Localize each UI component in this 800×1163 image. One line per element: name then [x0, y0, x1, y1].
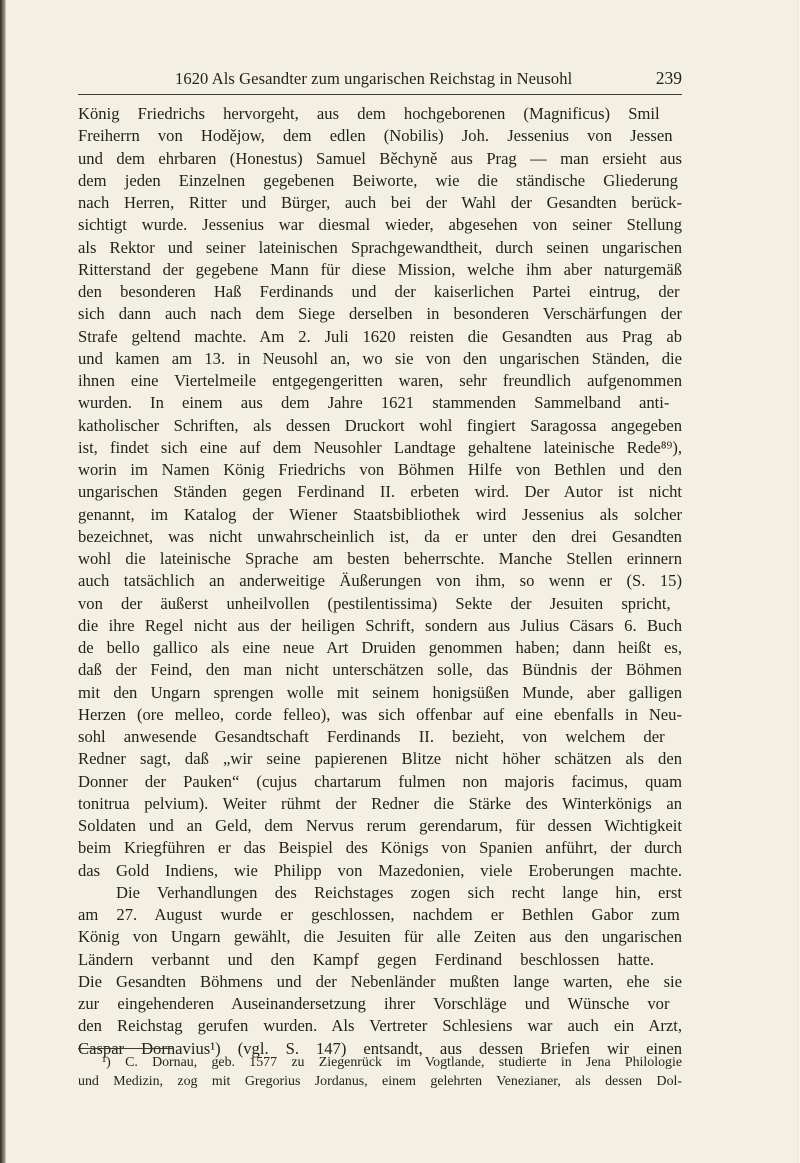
text-line: tonitrua pelvium). Weiter rühmt der Redner die Stärke des Winterkönigs an: [78, 793, 682, 813]
text-line: ist, findet sich eine auf dem Neusohler Landtage gehaltene lateinische Rede⁸⁹),: [78, 437, 682, 457]
text-line: sich dann auch nach dem Siege derselben in besonderen Verschärfungen der: [78, 304, 682, 324]
text-line: den besonderen Haß Ferdinands und der kaiserlichen Partei eintrug, der: [78, 282, 680, 301]
text-line: Strafe geltend machte. Am 2. Juli 1620 reisten die Gesandten aus Prag ab: [78, 326, 682, 346]
text-line: Freiherrn von Hodějow, dem edlen (Nobilis) Joh. Jessenius von Jessen: [78, 126, 673, 146]
running-head: 1620 Als Gesandter zum ungarischen Reichstag in Neusohl: [175, 69, 573, 88]
text-line: Soldaten und an Geld, dem Nervus rerum gerendarum, für dessen Wichtigkeit: [78, 816, 682, 835]
text-line: mit den Ungarn sprengen wolle mit seinem honigsüßen Munde, aber galligen: [78, 682, 682, 702]
text-line: dem jeden Einzelnen gegebenen Beiworte, wie die ständische Gliederung: [78, 170, 678, 190]
book-spine-shadow: [0, 0, 6, 1163]
text-line: den Reichstag gerufen wurden. Als Vertreter Schlesiens war auch ein Arzt,: [78, 1016, 682, 1036]
text-line: beim Kriegführen er das Beispiel des Königs von Spanien anführt, der durch: [78, 838, 682, 858]
body-text: [78, 103, 682, 1060]
text-line: bezeichnet, was nicht unwahrscheinlich ist, da er unter den drei Gesandten: [78, 526, 682, 546]
text-line: von der äußerst unheilvollen (pestilentissima) Sekte der Jesuiten spricht,: [78, 593, 671, 613]
footnotes: [78, 1053, 682, 1091]
text-line: ungarischen Ständen gegen Ferdinand II. erbeten wird. Der Autor ist nicht: [78, 482, 683, 502]
page-header: [78, 68, 682, 95]
paragraph-start-line: Die Verhandlungen des Reichstages zogen sich recht lange hin, erst: [116, 882, 682, 902]
page-number: 239: [655, 68, 682, 88]
text-line: Redner sagt, daß „wir seine papierenen Blitze nicht höher schätzen als den: [78, 749, 682, 769]
text-line: als Rektor und seiner lateinischen Sprachgewandtheit, durch seinen ungarischen: [78, 237, 682, 257]
text-line: genannt, im Katalog der Wiener Staatsbibliothek wird Jessenius als solcher: [78, 504, 682, 524]
text-line: Ritterstand der gegebene Mann für diese Mission, welche ihm aber naturgemäß: [78, 259, 682, 279]
footnote-line: ¹) C. Dornau, geb. 1577 zu Ziegenrück im Vogtlande, studierte in Jena Philologie: [102, 1055, 682, 1070]
text-line: auch tatsächlich an anderweitige Äußerungen von ihm, so wenn er (S. 15): [78, 571, 682, 591]
text-line: Donner der Pauken“ (cujus chartarum fulmen non majoris facimus, quam: [78, 771, 682, 791]
footnote-line: und Medizin, zog mit Gregorius Jordanus, einem gelehrten Venezianer, als dessen Dol-: [78, 1074, 682, 1089]
text-line: am 27. August wurde er geschlossen, nachdem er Bethlen Gabor zum: [78, 905, 680, 924]
text-line: und dem ehrbaren (Honestus) Samuel Běchyně aus Prag — man ersieht aus: [78, 148, 682, 168]
text-line: Ländern verbannt und den Kampf gegen Ferdinand beschlossen hatte.: [78, 949, 655, 969]
text-line: daß der Feind, den man nicht unterschätzen solle, das Bündnis der Böhmen: [78, 660, 682, 680]
text-line: sohl anwesende Gesandtschaft Ferdinands II. bezieht, von welchem der: [78, 727, 665, 746]
text-line: wurden. In einem aus dem Jahre 1621 stammenden Sammelband anti-: [78, 393, 670, 413]
text-line: zur eingehenderen Auseinandersetzung ihrer Vorschläge und Wünsche vor: [78, 994, 670, 1013]
text-line: worin im Namen König Friedrichs von Böhmen Hilfe von Bethlen und den: [78, 460, 682, 479]
text-line: Die Gesandten Böhmens und der Nebenländer mußten lange warten, ehe sie: [78, 971, 682, 991]
text-line: ihnen eine Viertelmeile entgegengeritten waren, sehr freundlich aufgenommen: [78, 371, 682, 390]
text-line: sichtigt wurde. Jessenius war diesmal wieder, abgesehen von seiner Stellung: [78, 215, 682, 235]
footnote-divider: [78, 1048, 174, 1049]
text-line: das Gold Indiens, wie Philipp von Mazedonien, viele Eroberungen machte.: [78, 860, 682, 880]
text-line: de bello gallico als eine neue Art Druiden genommen haben; dann heißt es,: [78, 638, 682, 657]
text-line: wohl die lateinische Sprache am besten beherrschte. Manche Stellen erinnern: [78, 549, 682, 568]
text-line: König von Ungarn gewählt, die Jesuiten für alle Zeiten aus den ungarischen: [78, 927, 682, 947]
text-line: nach Herren, Ritter und Bürger, auch bei der Wahl der Gesandten berück-: [78, 193, 682, 212]
text-line: die ihre Regel nicht aus der heiligen Schrift, sondern aus Julius Cäsars 6. Buch: [78, 615, 682, 635]
text-line: König Friedrichs hervorgeht, aus dem hochgeborenen (Magnificus) Smil: [78, 104, 660, 123]
text-line: und kamen am 13. in Neusohl an, wo sie von den ungarischen Ständen, die: [78, 348, 682, 368]
text-line: Caspar Dornavius¹) (vgl. S. 147) entsandt, aus dessen Briefen wir einen: [78, 1038, 683, 1058]
text-line: Herzen (ore melleo, corde felleo), was sich offenbar auf eine ebenfalls in Neu-: [78, 704, 682, 724]
text-line: katholischer Schriften, als dessen Druckort wohl fingiert Saragossa angegeben: [78, 415, 682, 435]
